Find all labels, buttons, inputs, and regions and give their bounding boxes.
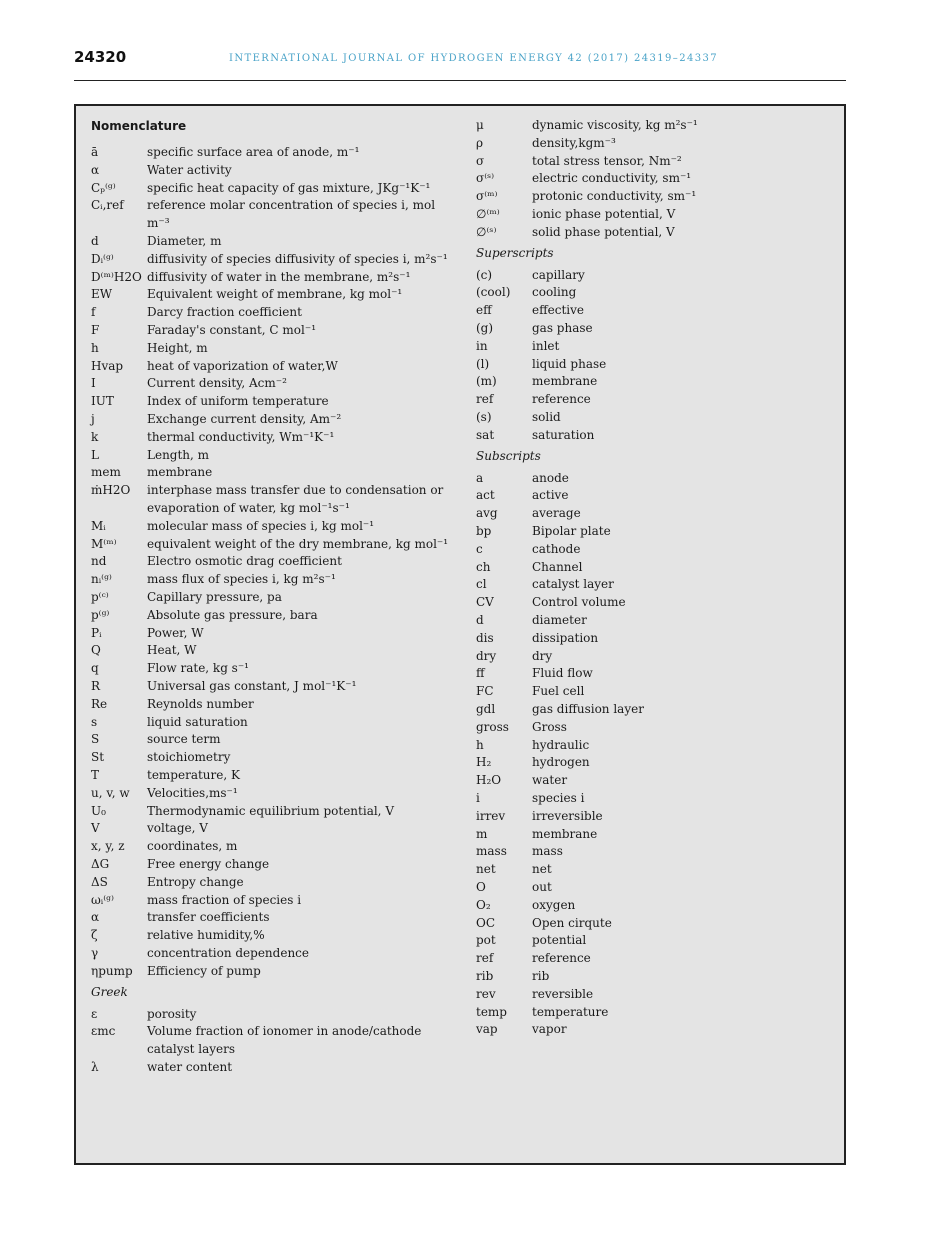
entry-symbol: ref (476, 951, 494, 966)
entry-symbol: OC (476, 915, 496, 930)
entry-symbol: act (476, 488, 495, 503)
entry-symbol: net (476, 862, 496, 877)
entry-description: Absolute gas pressure, bara (147, 607, 318, 622)
nomenclature-entry (476, 224, 836, 242)
entry-description: potential (532, 933, 587, 948)
entry-symbol: ΔS (91, 874, 108, 889)
entry-description: Thermodynamic equilibrium potential, V (147, 803, 394, 818)
nomenclature-entry (476, 630, 836, 648)
entry-description: inlet (532, 338, 560, 353)
entry-description: out (532, 880, 552, 894)
nomenclature-entry (476, 861, 836, 879)
nomenclature-entry (91, 856, 461, 874)
entry-description: dissipation (532, 630, 599, 645)
entry-description: reversible (532, 986, 594, 1001)
section-heading: Greek (91, 984, 128, 999)
nomenclature-entry (476, 541, 836, 559)
nomenclature-entry (91, 696, 461, 714)
nomenclature-entry (91, 874, 461, 892)
entry-symbol: c (476, 541, 483, 556)
entry-description: species i (532, 791, 585, 805)
entry-description: Entropy change (147, 874, 244, 889)
nomenclature-entry (476, 737, 836, 755)
entry-symbol: ā (91, 145, 99, 159)
nomenclature-entry (91, 820, 461, 838)
entry-symbol: vap (476, 1022, 498, 1037)
nomenclature-entry (476, 790, 836, 808)
nomenclature-entry (476, 665, 836, 683)
entry-symbol: CV (476, 595, 494, 610)
entry-description: diameter (532, 613, 587, 627)
entry-description: stoichiometry (147, 750, 231, 765)
nomenclature-entry (91, 375, 461, 393)
entry-description: molecular mass of species i, kg mol⁻¹ (147, 518, 375, 533)
entry-description: liquid phase (532, 356, 607, 371)
entry-description: Index of uniform temperature (147, 394, 329, 409)
nomenclature-entry (91, 393, 461, 411)
entry-description: gas phase (532, 321, 593, 335)
entry-description: Universal gas constant, J mol⁻¹K⁻¹ (147, 679, 357, 693)
entry-symbol: Hvap (91, 358, 124, 373)
entry-symbol: nd (91, 554, 107, 569)
nomenclature-entry (91, 180, 461, 198)
nomenclature-entry (91, 1023, 461, 1059)
entry-description: Efficiency of pump (147, 963, 261, 978)
nomenclature-entry (91, 571, 461, 589)
section-heading: Subscripts (476, 448, 541, 463)
entry-description: Flow rate, kg s⁻¹ (147, 661, 249, 676)
page-number: 24320 (74, 48, 127, 66)
nomenclature-entry (91, 233, 461, 251)
entry-symbol: h (91, 340, 99, 355)
entry-symbol: H₂O (476, 773, 502, 788)
entry-description: heat of vaporization of water,W (147, 358, 338, 373)
nomenclature-entry (476, 487, 836, 505)
entry-symbol: temp (476, 1004, 507, 1019)
entry-symbol: (cool) (476, 285, 511, 300)
entry-symbol: nᵢ⁽ᵍ⁾ (91, 572, 112, 587)
nomenclature-entry (476, 559, 836, 577)
nomenclature-entry (91, 340, 461, 358)
nomenclature-entry (91, 927, 461, 945)
nomenclature-entry (91, 536, 461, 554)
entry-description: water (532, 773, 568, 788)
nomenclature-entry (91, 642, 461, 660)
entry-symbol: dry (476, 648, 497, 663)
nomenclature-entry (476, 612, 836, 630)
nomenclature-entry (91, 304, 461, 322)
nomenclature-entry (91, 251, 461, 269)
entry-description: Darcy fraction coefficient (147, 305, 302, 320)
entry-description: Power, W (147, 625, 204, 640)
nomenclature-entry (91, 803, 461, 821)
entry-description: specific surface area of anode, m⁻¹ (147, 145, 360, 159)
entry-symbol: IUT (91, 394, 114, 409)
entry-symbol: avg (476, 506, 498, 521)
nomenclature-entry (476, 915, 836, 933)
entry-description: relative humidity,% (147, 928, 265, 943)
entry-description: net (532, 862, 552, 877)
entry-symbol: ṁH2O (91, 483, 131, 498)
nomenclature-entry (91, 731, 461, 749)
entry-description: Volume fraction of ionomer in anode/cathode catalyst layers (147, 1024, 422, 1057)
entry-symbol: Mᵢ (91, 518, 106, 533)
entry-description: Diameter, m (147, 234, 222, 248)
entry-description: gas diffusion layer (532, 702, 644, 716)
entry-description: effective (532, 303, 584, 318)
entry-symbol: rib (476, 969, 494, 983)
entry-symbol: St (91, 750, 105, 765)
entry-symbol: a (476, 470, 484, 485)
entry-symbol: ΔG (91, 857, 110, 871)
nomenclature-entry (476, 470, 836, 488)
entry-symbol: H₂ (476, 755, 492, 770)
entry-symbol: q (91, 661, 99, 676)
nomenclature-entry (91, 197, 461, 233)
entry-description: Heat, W (147, 643, 197, 658)
entry-symbol: Cᵢ,ref (91, 198, 124, 213)
nomenclature-entry (476, 320, 836, 338)
nomenclature-entry (476, 576, 836, 594)
entry-description: total stress tensor, Nm⁻² (532, 153, 682, 168)
nomenclature-entry (91, 482, 461, 518)
entry-description: coordinates, m (147, 839, 238, 854)
entry-symbol: EW (91, 287, 113, 302)
entry-description: mass (532, 844, 563, 859)
nomenclature-entry (91, 1006, 461, 1024)
entry-description: thermal conductivity, Wm⁻¹K⁻¹ (147, 429, 335, 444)
header-rule (74, 80, 846, 81)
entry-symbol: σ (476, 153, 485, 168)
entry-symbol: p⁽ᵍ⁾ (91, 607, 110, 622)
entry-symbol: α (91, 162, 100, 177)
entry-symbol: ηpump (91, 963, 133, 978)
entry-description: Electro osmotic drag coefficient (147, 554, 342, 569)
entry-symbol: D⁽ᵐ⁾H2O (91, 269, 142, 284)
entry-description: mass flux of species i, kg m²s⁻¹ (147, 572, 336, 587)
entry-symbol: (l) (476, 356, 490, 371)
entry-description: porosity (147, 1006, 197, 1021)
entry-symbol: gross (476, 719, 509, 734)
nomenclature-entry (476, 701, 836, 719)
entry-symbol: Re (91, 696, 108, 711)
nomenclature-entry (91, 838, 461, 856)
entry-description: reference (532, 951, 591, 966)
entry-description: dry (532, 648, 553, 663)
entry-symbol: f (91, 305, 96, 320)
nomenclature-entry (91, 749, 461, 767)
nomenclature-entry (476, 373, 836, 391)
entry-symbol: ff (476, 666, 485, 681)
nomenclature-entry (476, 1021, 836, 1039)
entry-symbol: (m) (476, 374, 497, 389)
entry-symbol: h (476, 737, 484, 752)
nomenclature-entry (476, 170, 836, 188)
entry-description: specific heat capacity of gas mixture, JKg⁻¹K⁻¹ (147, 180, 431, 195)
entry-description: oxygen (532, 897, 576, 912)
nomenclature-entry (476, 505, 836, 523)
entry-description: Gross (532, 719, 567, 734)
nomenclature-entry (476, 338, 836, 356)
nomenclature-entry (91, 464, 461, 482)
nomenclature-entry (476, 897, 836, 915)
entry-symbol: j (91, 412, 95, 426)
entry-symbol: (g) (476, 321, 494, 335)
entry-description: transfer coefficients (147, 910, 270, 925)
nomenclature-entry (476, 754, 836, 772)
nomenclature-entry (476, 986, 836, 1004)
nomenclature-entry (91, 358, 461, 376)
entry-description: Fuel cell (532, 684, 585, 699)
entry-description: Exchange current density, Am⁻² (147, 412, 342, 426)
nomenclature-box (74, 104, 846, 1165)
nomenclature-entry (91, 589, 461, 607)
entry-description: Velocities,ms⁻¹ (147, 785, 238, 800)
entry-symbol: cl (476, 577, 487, 592)
entry-symbol: gdl (476, 702, 496, 716)
nomenclature-entry (91, 1059, 461, 1077)
entry-description: solid phase potential, V (532, 224, 675, 239)
entry-symbol: ref (476, 392, 494, 407)
nomenclature-entry (476, 843, 836, 861)
nomenclature-entry (476, 950, 836, 968)
nomenclature-entry (91, 553, 461, 571)
nomenclature-entry (476, 153, 836, 171)
nomenclature-entry (476, 117, 836, 135)
nomenclature-entry (91, 447, 461, 465)
nomenclature-entry (91, 144, 461, 162)
entry-description: temperature (532, 1004, 609, 1019)
entry-symbol: Cₚ⁽ᵍ⁾ (91, 180, 116, 195)
entry-description: Open cirqute (532, 915, 612, 930)
entry-description: rib (532, 969, 550, 983)
nomenclature-entry (91, 714, 461, 732)
nomenclature-entry (91, 945, 461, 963)
nomenclature-entry (476, 427, 836, 445)
entry-symbol: M⁽ᵐ⁾ (91, 536, 117, 551)
nomenclature-entry (476, 1004, 836, 1022)
nomenclature-entry (91, 322, 461, 340)
nomenclature-entry (476, 409, 836, 427)
nomenclature-entry (476, 391, 836, 409)
nomenclature-entry (476, 206, 836, 224)
entry-symbol: εmc (91, 1024, 116, 1039)
entry-symbol: p⁽ᶜ⁾ (91, 590, 109, 604)
entry-description: membrane (532, 826, 598, 841)
nomenclature-entry (476, 719, 836, 737)
entry-description: ionic phase potential, V (532, 207, 676, 221)
entry-description: voltage, V (147, 821, 208, 836)
entry-description: Free energy change (147, 857, 270, 871)
nomenclature-entry (91, 660, 461, 678)
entry-description: Bipolar plate (532, 524, 611, 538)
entry-description: diffusivity of species diffusivity of species i, m²s⁻¹ (147, 251, 448, 266)
nomenclature-entry (91, 607, 461, 625)
entry-symbol: α (91, 910, 100, 925)
entry-symbol: U₀ (91, 803, 106, 818)
entry-description: Capillary pressure, pa (147, 590, 282, 604)
entry-symbol: ζ (91, 928, 98, 943)
entry-symbol: i (476, 791, 480, 805)
entry-symbol: σ⁽ᵐ⁾ (476, 189, 498, 204)
nomenclature-entry (476, 772, 836, 790)
entry-description: membrane (532, 374, 598, 389)
entry-symbol: Dᵢ⁽ᵍ⁾ (91, 251, 114, 266)
entry-description: Water activity (147, 162, 232, 177)
entry-symbol: ∅⁽ᵐ⁾ (476, 207, 500, 221)
nomenclature-entry (91, 892, 461, 910)
nomenclature-entry (476, 356, 836, 374)
entry-symbol: ch (476, 559, 491, 574)
nomenclature-entry (476, 826, 836, 844)
entry-description: source term (147, 732, 221, 747)
entry-description: vapor (532, 1022, 567, 1037)
entry-symbol: O (476, 880, 486, 894)
nomenclature-entry (476, 302, 836, 320)
nomenclature-entry (476, 932, 836, 950)
entry-symbol: ρ (476, 135, 484, 150)
entry-description: diffusivity of water in the membrane, m²s⁻¹ (147, 269, 411, 284)
entry-description: density,kgm⁻³ (532, 135, 616, 150)
entry-symbol: (c) (476, 267, 493, 282)
entry-description: reference (532, 392, 591, 407)
entry-symbol: FC (476, 684, 494, 699)
nomenclature-entry (476, 267, 836, 285)
nomenclature-entry (91, 963, 461, 981)
entry-description: Control volume (532, 595, 626, 610)
entry-description: Faraday's constant, C mol⁻¹ (147, 323, 317, 337)
entry-symbol: d (91, 234, 99, 248)
entry-symbol: x, y, z (91, 839, 125, 854)
entry-description: Channel (532, 559, 583, 574)
nomenclature-entry (476, 523, 836, 541)
entry-description: solid (532, 410, 561, 424)
entry-symbol: in (476, 338, 488, 353)
entry-description: capillary (532, 267, 585, 282)
nomenclature-entry (91, 518, 461, 536)
entry-description: active (532, 488, 569, 503)
entry-symbol: Q (91, 643, 101, 658)
entry-symbol: γ (91, 946, 99, 960)
entry-symbol: I (91, 376, 96, 391)
nomenclature-entry (91, 411, 461, 429)
nomenclature-entry (91, 625, 461, 643)
entry-symbol: s (91, 714, 98, 729)
entry-description: water content (147, 1060, 233, 1074)
entry-description: mass fraction of species i (147, 892, 302, 907)
entry-description: concentration dependence (147, 946, 309, 960)
entry-description: electric conductivity, sm⁻¹ (532, 171, 692, 186)
entry-symbol: S (91, 732, 100, 747)
entry-description: equivalent weight of the dry membrane, kg mol⁻¹ (147, 536, 449, 551)
nomenclature-entry (91, 909, 461, 927)
nomenclature-entry (476, 968, 836, 986)
nomenclature-entry (476, 594, 836, 612)
nomenclature-entry (91, 162, 461, 180)
entry-symbol: mass (476, 844, 507, 859)
entry-symbol: L (91, 447, 99, 462)
entry-description: protonic conductivity, sm⁻¹ (532, 189, 697, 204)
entry-description: cooling (532, 285, 577, 300)
entry-symbol: m (476, 826, 488, 841)
entry-symbol: σ⁽ˢ⁾ (476, 171, 495, 186)
nomenclature-entry (91, 785, 461, 803)
entry-description: Length, m (147, 447, 210, 462)
entry-description: Fluid flow (532, 666, 593, 681)
entry-symbol: V (91, 821, 100, 836)
entry-description: hydraulic (532, 737, 590, 752)
nomenclature-title: Nomenclature (91, 119, 187, 133)
entry-description: membrane (147, 465, 213, 480)
nomenclature-entry (476, 284, 836, 302)
entry-symbol: T (91, 768, 100, 782)
nomenclature-entry (91, 767, 461, 785)
entry-symbol: ∅⁽ˢ⁾ (476, 224, 497, 239)
nomenclature-entry (91, 429, 461, 447)
nomenclature-entry (476, 188, 836, 206)
entry-description: average (532, 506, 581, 521)
entry-description: reference molar concentration of species i, mol m⁻³ (147, 198, 436, 231)
entry-symbol: O₂ (476, 897, 491, 912)
entry-symbol: (s) (476, 410, 492, 424)
entry-description: liquid saturation (147, 714, 248, 729)
entry-symbol: bp (476, 524, 492, 538)
entry-description: Height, m (147, 340, 208, 355)
journal-header: INTERNATIONAL JOURNAL OF HYDROGEN ENERGY 42 (2017) 24319–24337 (229, 53, 719, 64)
entry-description: temperature, K (147, 768, 240, 782)
nomenclature-entry (91, 269, 461, 287)
nomenclature-entry (91, 678, 461, 696)
nomenclature-entry (476, 683, 836, 701)
entry-description: cathode (532, 541, 581, 556)
entry-symbol: Pᵢ (91, 625, 102, 640)
entry-symbol: u, v, w (91, 785, 130, 800)
entry-symbol: ωᵢ⁽ᵍ⁾ (91, 892, 114, 907)
section-heading: Superscripts (476, 245, 554, 260)
entry-description: Current density, Acm⁻² (147, 376, 287, 391)
entry-description: interphase mass transfer due to condensation or evaporation of water, kg mol⁻¹s⁻¹ (147, 483, 444, 515)
entry-symbol: λ (91, 1060, 99, 1074)
nomenclature-entry (91, 286, 461, 304)
entry-description: hydrogen (532, 755, 590, 770)
entry-symbol: μ (476, 118, 484, 132)
entry-symbol: F (91, 323, 100, 337)
entry-symbol: mem (91, 465, 121, 480)
entry-symbol: R (91, 679, 101, 693)
nomenclature-entry (476, 648, 836, 666)
entry-symbol: pot (476, 933, 496, 948)
nomenclature-entry (476, 135, 836, 153)
entry-symbol: sat (476, 427, 495, 442)
entry-symbol: d (476, 613, 484, 627)
entry-symbol: rev (476, 986, 496, 1001)
entry-symbol: k (91, 429, 99, 444)
entry-description: Reynolds number (147, 696, 254, 711)
entry-symbol: irrev (476, 808, 506, 823)
entry-description: saturation (532, 427, 595, 442)
entry-description: dynamic viscosity, kg m²s⁻¹ (532, 118, 698, 132)
nomenclature-entry (476, 879, 836, 897)
entry-symbol: dis (476, 630, 494, 645)
nomenclature-entry (476, 808, 836, 826)
entry-symbol: eff (476, 303, 492, 318)
entry-description: catalyst layer (532, 577, 614, 592)
entry-description: anode (532, 470, 569, 485)
entry-symbol: ε (91, 1006, 98, 1021)
entry-description: irreversible (532, 808, 603, 823)
entry-description: Equivalent weight of membrane, kg mol⁻¹ (147, 287, 403, 302)
